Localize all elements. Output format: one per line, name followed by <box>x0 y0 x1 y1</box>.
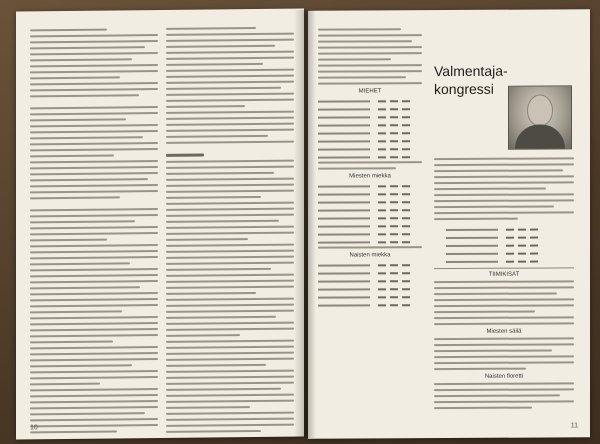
results-table-2 <box>318 182 422 246</box>
article-title-text: Valmentaja- kongressi <box>434 62 508 98</box>
section-heading-miesten-miekka: Miesten miekka <box>349 173 391 180</box>
left-column-1 <box>30 28 158 437</box>
open-booklet <box>8 4 598 442</box>
right-page <box>308 9 590 438</box>
results-table-1 <box>318 97 422 161</box>
results-table-3 <box>318 261 422 309</box>
left-column-2 <box>166 27 294 437</box>
section-heading-naisten-floretti: Naisten floretti <box>484 373 524 380</box>
right-column-article <box>434 157 574 413</box>
section-heading-naisten-miekka: Naisten miekka <box>349 252 391 259</box>
left-page <box>16 8 304 439</box>
section-heading-tiimikisat: TIIMIKISAT <box>488 271 520 278</box>
right-page-number: 11 <box>570 422 578 430</box>
right-column-results <box>318 28 422 310</box>
summary-table <box>446 225 574 265</box>
portrait-photo <box>508 85 572 149</box>
section-heading-miehet: MIEHET <box>358 88 382 95</box>
left-page-number: 10 <box>30 424 38 432</box>
section-heading-miesten-saila: Miesten säilä <box>486 328 522 335</box>
